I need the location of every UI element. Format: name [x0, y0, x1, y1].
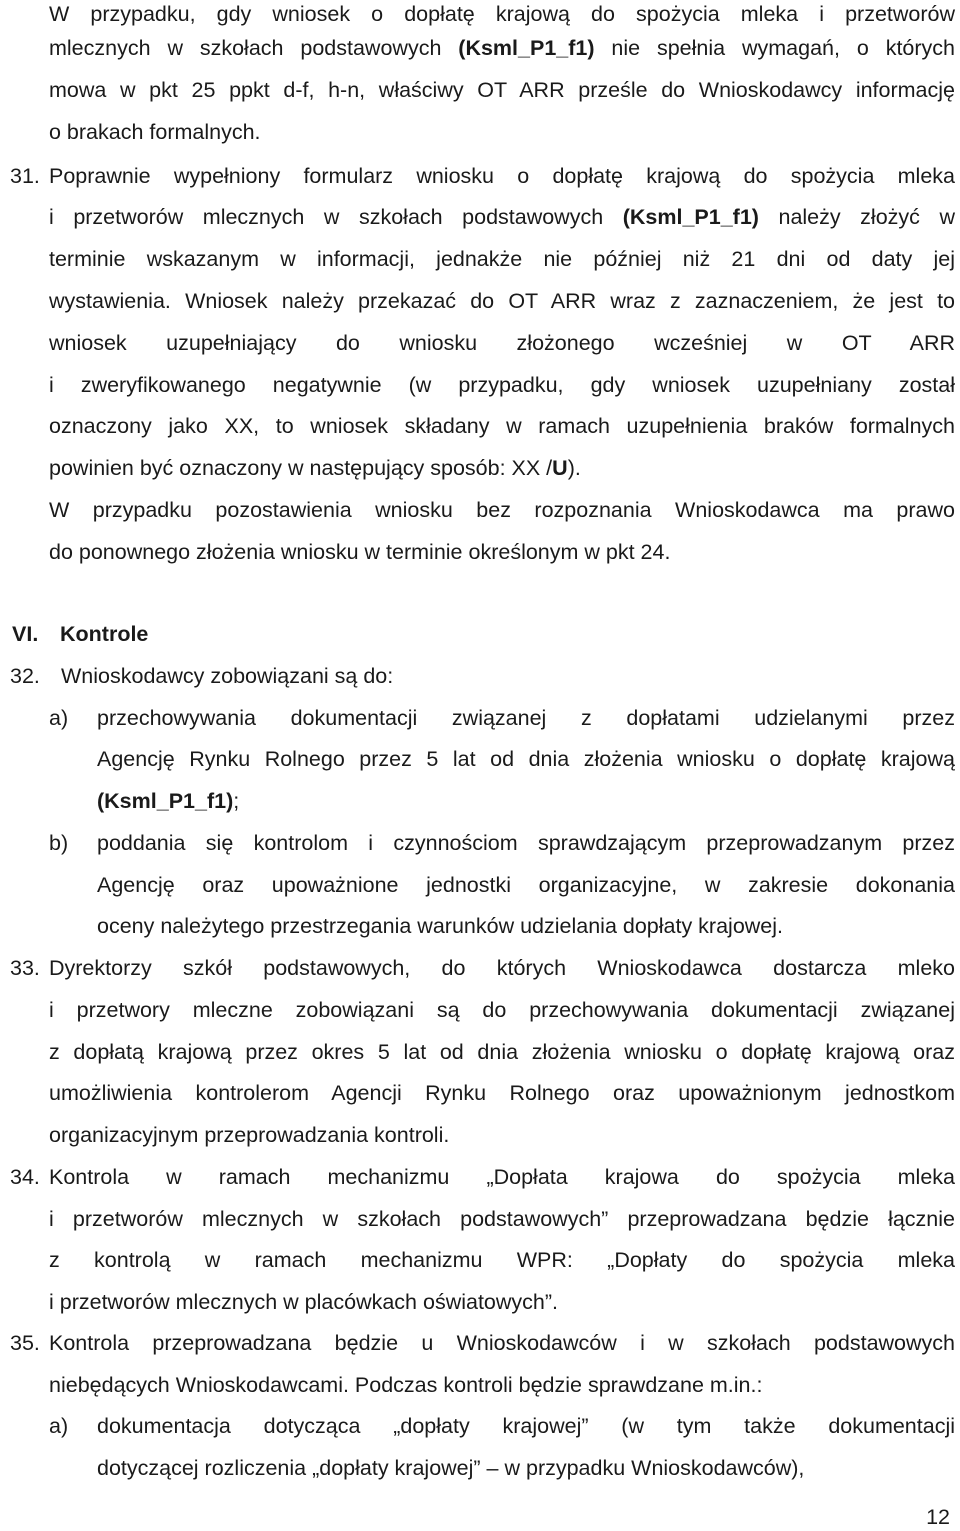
list-label: a) — [49, 706, 69, 730]
list-item-line: Agencję oraz upoważnione jednostki organizacyjne, w zakresie dokonania — [97, 873, 955, 897]
paragraph-line: organizacyjnym przeprowadzania kontroli. — [49, 1123, 450, 1147]
paragraph-line: Wnioskodawcy zobowiązani są do: — [61, 664, 394, 688]
paragraph-line: terminie wskazanym w informacji, jednakże nie później niż 21 dni od daty jej — [49, 247, 955, 271]
list-item-line: (Ksml_P1_f1); — [97, 789, 240, 813]
point-number: 34. — [10, 1165, 40, 1189]
paragraph-line: oznaczony jako XX, to wniosek składany w ramach uzupełnienia braków formalnych — [49, 414, 955, 438]
paragraph-line: do ponownego złożenia wniosku w terminie określonym w pkt 24. — [49, 540, 671, 564]
list-item-line: przechowywania dokumentacji związanej z dopłatami udzielanymi przez — [97, 706, 955, 730]
form-code: (Ksml_P1_f1) — [622, 205, 759, 229]
list-item-line: poddania się kontrolom i czynnościom sprawdzającym przeprowadzanym przez — [97, 831, 955, 855]
paragraph-line: Kontrola w ramach mechanizmu „Dopłata krajowa do spożycia mleka — [49, 1165, 955, 1189]
list-item-line: Agencję Rynku Rolnego przez 5 lat od dnia złożenia wniosku o dopłatę krajową — [97, 747, 955, 771]
paragraph-line: i zweryfikowanego negatywnie (w przypadku, gdy wniosek uzupełniany został — [49, 373, 955, 397]
point-number: 35. — [10, 1331, 40, 1355]
list-label: a) — [49, 1414, 69, 1438]
point-number: 32. — [10, 664, 40, 688]
section-number: VI. — [12, 622, 39, 646]
point-number: 31. — [10, 164, 40, 188]
paragraph-line: z kontrolą w ramach mechanizmu WPR: „Dopłaty do spożycia mleka — [49, 1248, 955, 1272]
paragraph-line: umożliwienia kontrolerom Agencji Rynku Rolnego oraz upoważnionym jednostkom — [49, 1081, 955, 1105]
paragraph-line: W przypadku pozostawienia wniosku bez rozpoznania Wnioskodawca ma prawo — [49, 498, 955, 522]
paragraph-line: z dopłatą krajową przez okres 5 lat od dnia złożenia wniosku o dopłatę krajową oraz — [49, 1040, 955, 1064]
list-item-line: dotyczącej rozliczenia „dopłaty krajowej” – w przypadku Wnioskodawców), — [97, 1456, 805, 1480]
paragraph-line: Dyrektorzy szkół podstawowych, do których Wnioskodawca dostarcza mleko — [49, 956, 955, 980]
paragraph-line: wniosek uzupełniający do wniosku złożonego wcześniej w OT ARR — [49, 331, 955, 355]
paragraph-line: W przypadku, gdy wniosek o dopłatę krajową do spożycia mleka i przetworów — [49, 2, 955, 26]
list-label: b) — [49, 831, 69, 855]
paragraph-line: mowa w pkt 25 ppkt d-f, h-n, właściwy OT ARR prześle do Wnioskodawcy informację — [49, 78, 955, 102]
point-number: 33. — [10, 956, 40, 980]
paragraph-line: powinien być oznaczony w następujący sposób: XX /U). — [49, 456, 581, 480]
paragraph-line: i przetworów mlecznych w szkołach podstawowych” przeprowadzana będzie łącznie — [49, 1207, 955, 1231]
list-item-line: dokumentacja dotycząca „dopłaty krajowej” (w tym także dokumentacji — [97, 1414, 955, 1438]
paragraph-line: wystawienia. Wniosek należy przekazać do OT ARR wraz z zaznaczeniem, że jest to — [49, 289, 955, 313]
paragraph-line: mlecznych w szkołach podstawowych (Ksml_P1_f1) nie spełnia wymagań, o których — [49, 36, 955, 60]
paragraph-line: o brakach formalnych. — [49, 120, 261, 144]
list-item-line: oceny należytego przestrzegania warunków udzielania dopłaty krajowej. — [97, 914, 784, 938]
section-heading — [12, 620, 148, 648]
paragraph-line: Kontrola przeprowadzana będzie u Wnioskodawców i w szkołach podstawowych — [49, 1331, 955, 1355]
form-code: (Ksml_P1_f1) — [458, 36, 595, 60]
paragraph-line: i przetworów mlecznych w szkołach podstawowych (Ksml_P1_f1) należy złożyć w — [49, 205, 955, 229]
paragraph-line: i przetworów mlecznych w placówkach oświatowych”. — [49, 1290, 559, 1314]
paragraph-line: i przetwory mleczne zobowiązani są do przechowywania dokumentacji związanej — [49, 998, 955, 1022]
page-number: 12 — [926, 1505, 950, 1529]
paragraph-line: niebędących Wnioskodawcami. Podczas kontroli będzie sprawdzane m.in.: — [49, 1373, 763, 1397]
form-code: (Ksml_P1_f1) — [97, 789, 234, 813]
paragraph-line: Poprawnie wypełniony formularz wniosku o dopłatę krajową do spożycia mleka — [49, 164, 955, 188]
section-title: Kontrole — [60, 622, 149, 646]
